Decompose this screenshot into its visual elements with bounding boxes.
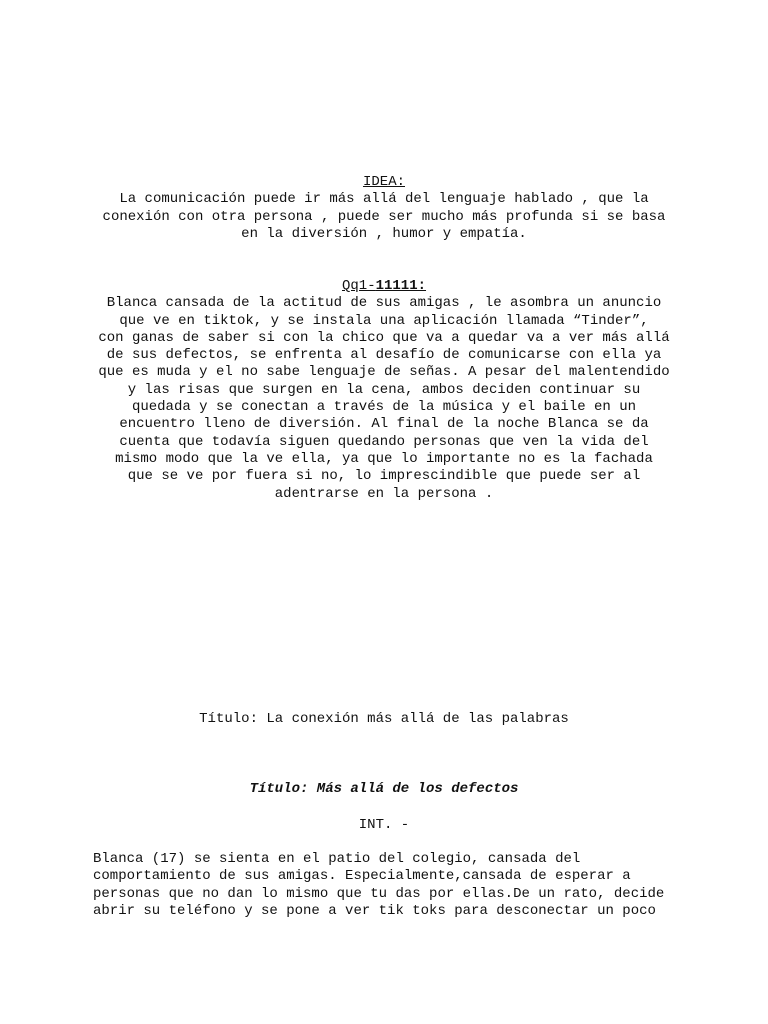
idea-section — [90, 174, 678, 243]
idea-heading: IDEA: — [362, 174, 405, 190]
scene-heading: INT. - — [358, 817, 410, 833]
logline-heading-prefix: Qq1- — [341, 278, 376, 294]
logline-heading — [86, 278, 682, 295]
idea-text: La comunicación puede ir más allá del lenguaje hablado , que la conexión con otra persona , puede ser mucho más profunda si se basa en la diversión , humor y empatía. — [102, 191, 666, 242]
title-one: Título: La conexión más allá de las palabras — [199, 711, 569, 727]
title-two: Título: Más allá de los defectos — [249, 781, 519, 797]
logline-heading-code: 11111: — [375, 278, 427, 294]
logline-section — [86, 278, 682, 503]
action-paragraph: Blanca (17) se sienta en el patio del colegio, cansada del comportamiento de sus amigas. Especialmente,cansada de esperar a personas que no dan lo mismo que tu das por ellas.De un rato, decide abrir su teléfono y se pone a ver tik toks para desconectar un poco — [93, 851, 665, 919]
logline-text: Blanca cansada de la actitud de sus amigas , le asombra un anuncio que ve en tiktok, y se instala una aplicación llamada “Tinder”, con ganas de saber si con la chico que va a quedar va a ver más allá de sus defectos, se enfrenta al desafío de comunicarse con ella ya que es muda y el no sabe lenguaje de señas. A pesar del malentendido y las risas que surgen en la cena, ambos deciden continuar su quedada y se conectan a través de la música y el baile en un encuentro lleno de diversión. Al final de la noche Blanca se da cuenta que todavía siguen quedando personas que ven la vida del mismo modo que la ve ella, ya que lo importante no es la fachada que se ve por fuera si no, lo imprescindible que puede ser al adentrarse en la persona . — [98, 295, 670, 502]
